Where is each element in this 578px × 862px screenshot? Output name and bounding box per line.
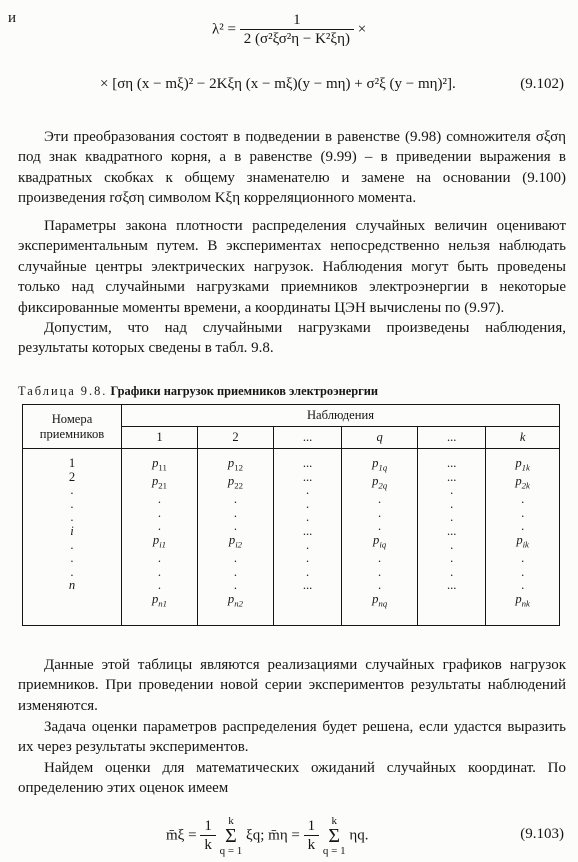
paragraph-5: Задача оценки параметров распределения будет решена, если удастся выразить их через результаты экспериментов. <box>18 719 566 756</box>
table-cell: . <box>233 578 238 593</box>
table-cell: . <box>233 492 238 507</box>
col-header: k <box>486 427 560 449</box>
table-cell: ... <box>302 456 313 470</box>
table-cell: . <box>378 578 382 593</box>
eq-fraction <box>240 12 354 48</box>
table-cell: $p_{2k}$ <box>515 474 530 491</box>
col-receiver-numbers <box>23 449 122 612</box>
table-cell: ... <box>302 523 313 538</box>
table-cell: . <box>521 505 525 520</box>
table-cell: . <box>450 510 454 525</box>
table-cell: . <box>450 496 454 511</box>
table-cell: . <box>157 492 162 507</box>
table-cell: . <box>305 537 310 552</box>
table-cell: . <box>521 519 525 534</box>
table-cell: ... <box>302 578 313 593</box>
eq-lhs: λ² = <box>212 21 236 38</box>
paragraph-1: Эти преобразования состоят в подведении в равенстве (9.98) сомножителя σξση под знак квадратного корня, а в равенстве (9.99) – в приведении выражения в квадратных скобках к общему знаменателю и замене на основании (9.100) произведения rσξση символом Kξη корреляционного момента. <box>18 129 566 207</box>
eq-fraction <box>304 818 320 854</box>
table-cell: ... <box>446 578 457 593</box>
table-cell: . <box>233 519 238 534</box>
table-cell: $p_{11}$ <box>152 456 167 473</box>
table-cell: $p_{12}$ <box>227 456 244 473</box>
table-cell: . <box>70 483 74 498</box>
col-header: ... <box>418 427 486 449</box>
table-cell: . <box>70 496 74 511</box>
table-cell: . <box>233 551 238 566</box>
sum-upper: k <box>331 815 337 827</box>
eq-mean-xi: m̄ξ = <box>166 827 197 844</box>
eq-fraction-denominator: 2 (σ²ξσ²η − K²ξη) <box>240 29 354 48</box>
table-cell: $p_{n2}$ <box>227 591 244 609</box>
sum-lower: q = 1 <box>219 845 243 857</box>
table-caption-title: Графики нагрузок приемников электроэнергии <box>110 384 379 398</box>
equation-9-103 <box>166 815 368 857</box>
sum-symbol <box>323 815 346 857</box>
col-header: 1 <box>122 427 198 449</box>
table-cell: . <box>70 551 74 566</box>
table-cell: . <box>450 483 454 498</box>
table-cell: $p_{ik}$ <box>516 533 529 550</box>
sigma-icon: Σ <box>328 825 341 847</box>
sum-lower: q = 1 <box>322 845 346 857</box>
table-cell: $p_{21}$ <box>151 474 168 491</box>
table-cell: . <box>157 519 162 534</box>
table-cell: . <box>378 551 382 566</box>
table-cell: . <box>450 564 454 579</box>
header-observations: Наблюдения <box>122 405 560 427</box>
table-cell: . <box>157 505 162 520</box>
equation-9-102-line2: × [ση (x − mξ)² − 2Kξη (x − mξ)(y − mη) + σ²ξ (y − mη)²]. <box>100 76 456 92</box>
table-cell: $p_{nk}$ <box>515 591 530 609</box>
lead-word: и <box>8 10 17 26</box>
table-cell: 1 <box>68 456 76 470</box>
table-cell: . <box>70 510 74 525</box>
equation-9-102-line1 <box>212 12 366 48</box>
table-cell: . <box>70 564 74 579</box>
equation-number-9-103: (9.103) <box>520 826 564 842</box>
table-cell: . <box>378 492 382 507</box>
table-cell: . <box>305 483 310 498</box>
eq-term-eta: ηq. <box>349 827 369 844</box>
table-cell: . <box>157 578 162 593</box>
table-cell: . <box>305 496 310 511</box>
col-obs-1 <box>122 449 198 612</box>
table-cell: . <box>305 564 310 579</box>
table-cell: $p_{nq}$ <box>372 591 388 609</box>
equation-number-9-102: (9.102) <box>520 76 564 92</box>
table-cell: . <box>70 537 74 552</box>
col-header: q <box>342 427 418 449</box>
table-cell: $p_{2q}$ <box>372 474 388 491</box>
col-obs-q <box>342 449 418 612</box>
sum-symbol <box>220 815 243 857</box>
col-obs-2 <box>197 449 273 612</box>
table-cell: . <box>305 510 310 525</box>
table-cell: ... <box>302 469 313 484</box>
table-cell: . <box>521 578 525 593</box>
table-cell: i <box>70 523 74 538</box>
col-header: ... <box>273 427 341 449</box>
table-cell: $p_{i1}$ <box>152 533 167 550</box>
table-cell: . <box>521 492 525 507</box>
table-cell: $p_{1k}$ <box>515 456 530 473</box>
table-caption-prefix: Таблица 9.8. <box>18 384 108 398</box>
table-cell: . <box>450 551 454 566</box>
col-header: 2 <box>197 427 273 449</box>
table-cell: . <box>233 505 238 520</box>
table-cell: ... <box>446 469 457 484</box>
data-table <box>22 404 560 626</box>
table-cell: . <box>378 505 382 520</box>
eq-fraction-numerator: 1 <box>204 818 212 834</box>
sum-upper: k <box>228 815 234 827</box>
table-cell: . <box>157 564 162 579</box>
eq-fraction <box>200 818 216 854</box>
paragraph-4: Данные этой таблицы являются реализациями случайных графиков нагрузок приемников. При проведении новой серии экспериментов результаты наблюдений изменяются. <box>18 657 566 714</box>
sigma-icon: Σ <box>225 825 237 847</box>
table-cell: . <box>521 551 525 566</box>
paragraph-6: Найдем оценки для математических ожиданий случайных координат. По определению этих оценок имеем <box>18 760 566 797</box>
eq-mean-eta: m̄η = <box>268 827 300 844</box>
table-cell: . <box>378 564 382 579</box>
eq-fraction-denominator: k <box>304 835 320 854</box>
eq-multiply: × <box>357 21 367 38</box>
table-cell: . <box>378 519 382 534</box>
table-cell: $p_{n1}$ <box>151 591 168 609</box>
eq-term-xi: ξq; <box>246 827 265 844</box>
table-cell: . <box>521 564 525 579</box>
table-cell: $p_{22}$ <box>227 474 244 491</box>
table-cell: ... <box>446 523 457 538</box>
col-obs-k <box>486 449 560 612</box>
table-cell: ... <box>446 456 457 470</box>
table-cell: . <box>450 537 454 552</box>
eq-fraction-numerator: 1 <box>307 818 316 834</box>
table-cell: $p_{iq}$ <box>373 533 387 550</box>
col-obs-dots-2 <box>418 449 486 612</box>
table-cell: $p_{i2}$ <box>228 533 243 550</box>
table-cell: $p_{1q}$ <box>372 456 388 473</box>
paragraph-3: Допустим, что над случайными нагрузками произведены наблюдения, результаты которых сведены в табл. 9.8. <box>18 320 566 357</box>
table-cell: 2 <box>68 469 76 484</box>
table-cell: . <box>157 551 162 566</box>
table-cell: n <box>68 578 76 593</box>
table-cell: . <box>233 564 238 579</box>
table-caption <box>18 384 378 399</box>
paragraph-2: Параметры закона плотности распределения случайных величин оценивают экспериментальным путем. В экспериментах непосредственно нельзя наблюдать случайные центры электрических нагрузок. Наблюдения могут быть проведены только над случайными нагрузками приемников электроэнергии в некоторые фиксированные моменты времени, а координаты ЦЭН вычислены по (9.97). <box>18 218 566 316</box>
table-cell: . <box>305 551 310 566</box>
col-obs-dots-1 <box>273 449 341 612</box>
table-rows <box>23 449 560 612</box>
header-receivers: Номера приемников <box>23 405 122 449</box>
eq-fraction-denominator: k <box>200 835 216 854</box>
eq-fraction-numerator: 1 <box>293 12 301 28</box>
